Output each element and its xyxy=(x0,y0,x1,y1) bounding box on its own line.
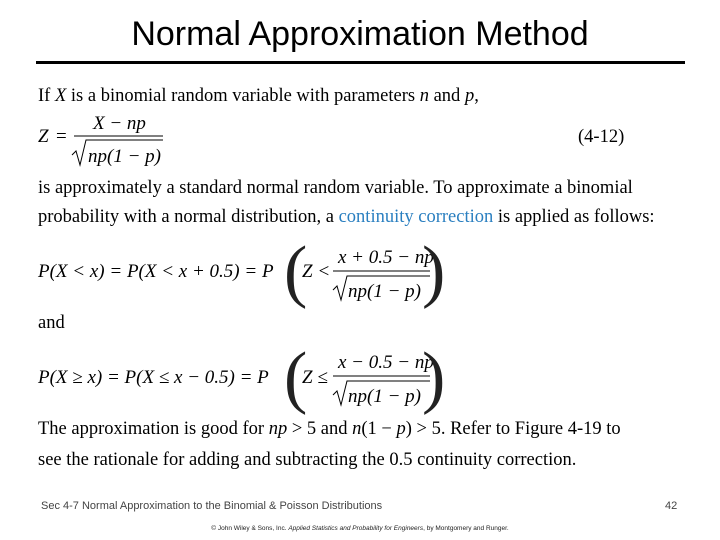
line3-after: is applied as follows: xyxy=(493,207,655,227)
eqge-lhs: P(X ≥ x) = P(X ≤ x − 0.5) = P xyxy=(38,367,269,388)
equation-geq xyxy=(37,339,445,416)
equation-less-than xyxy=(37,233,445,310)
equation-number: (4-12) xyxy=(578,127,625,147)
continuity-correction-term: continuity correction xyxy=(338,207,494,227)
footer-section: Sec 4-7 Normal Approximation to the Binomial & Poisson Distributions xyxy=(41,500,383,512)
eqge-right-paren: ) xyxy=(422,339,446,416)
body-line-2: is approximately a standard normal random variable. To approximate a binomial xyxy=(38,178,633,198)
copyright-book: Applied Statistics and Probability for Engineers xyxy=(288,525,424,532)
eq412-equals: = xyxy=(56,126,67,147)
line4-g: ) > 5. Refer to Figure 4-19 to xyxy=(405,419,621,439)
eqlt-numerator: x + 0.5 − np xyxy=(338,247,434,268)
equation-4-12 xyxy=(38,113,163,167)
var-p: p xyxy=(464,86,475,106)
copyright-a: © John Wiley & Sons, Inc. xyxy=(211,525,289,532)
body-line-4 xyxy=(38,419,621,440)
eqge-denominator: np(1 − p) xyxy=(348,386,421,407)
eq412-numerator: X − np xyxy=(93,113,146,134)
copyright-c: , by Montgomery and Runger. xyxy=(423,525,509,532)
page-number: 42 xyxy=(665,500,678,512)
line3-before: probability with a normal distribution, a xyxy=(38,207,339,227)
intro-prefix: If xyxy=(38,86,55,106)
body-line-5: see the rationale for adding and subtracting the 0.5 continuity correction. xyxy=(38,450,577,470)
copyright-line xyxy=(0,525,720,532)
eqlt-inner: Z < xyxy=(302,261,331,282)
var-x: X xyxy=(54,86,67,106)
intro-middle: is a binomial random variable with parameters xyxy=(66,86,420,106)
body-line-3 xyxy=(38,207,655,228)
eqlt-left-paren: ( xyxy=(284,233,308,310)
slide-title: Normal Approximation Method xyxy=(131,15,589,53)
eqge-left-paren: ( xyxy=(284,339,308,416)
eq412-lhs: Z xyxy=(38,126,49,147)
line4-e: (1 − xyxy=(361,419,397,439)
eqlt-right-paren: ) xyxy=(422,233,446,310)
line4-a: The approximation is good for xyxy=(38,419,269,439)
eqge-numerator: x − 0.5 − np xyxy=(338,352,434,373)
eqlt-denominator: np(1 − p) xyxy=(348,281,421,302)
line4-np: np xyxy=(268,419,288,439)
line4-n: n xyxy=(352,419,362,439)
line4-c: > 5 and xyxy=(287,419,353,439)
intro-and: and xyxy=(428,86,465,106)
line4-p: p xyxy=(396,419,406,439)
eqge-inner: Z ≤ xyxy=(302,367,328,388)
eq412-denominator: np(1 − p) xyxy=(88,146,161,167)
eqlt-lhs: P(X < x) = P(X < x + 0.5) = P xyxy=(38,261,274,282)
var-n: n xyxy=(419,86,429,106)
intro-suffix: , xyxy=(474,86,479,106)
and-text: and xyxy=(38,313,65,333)
